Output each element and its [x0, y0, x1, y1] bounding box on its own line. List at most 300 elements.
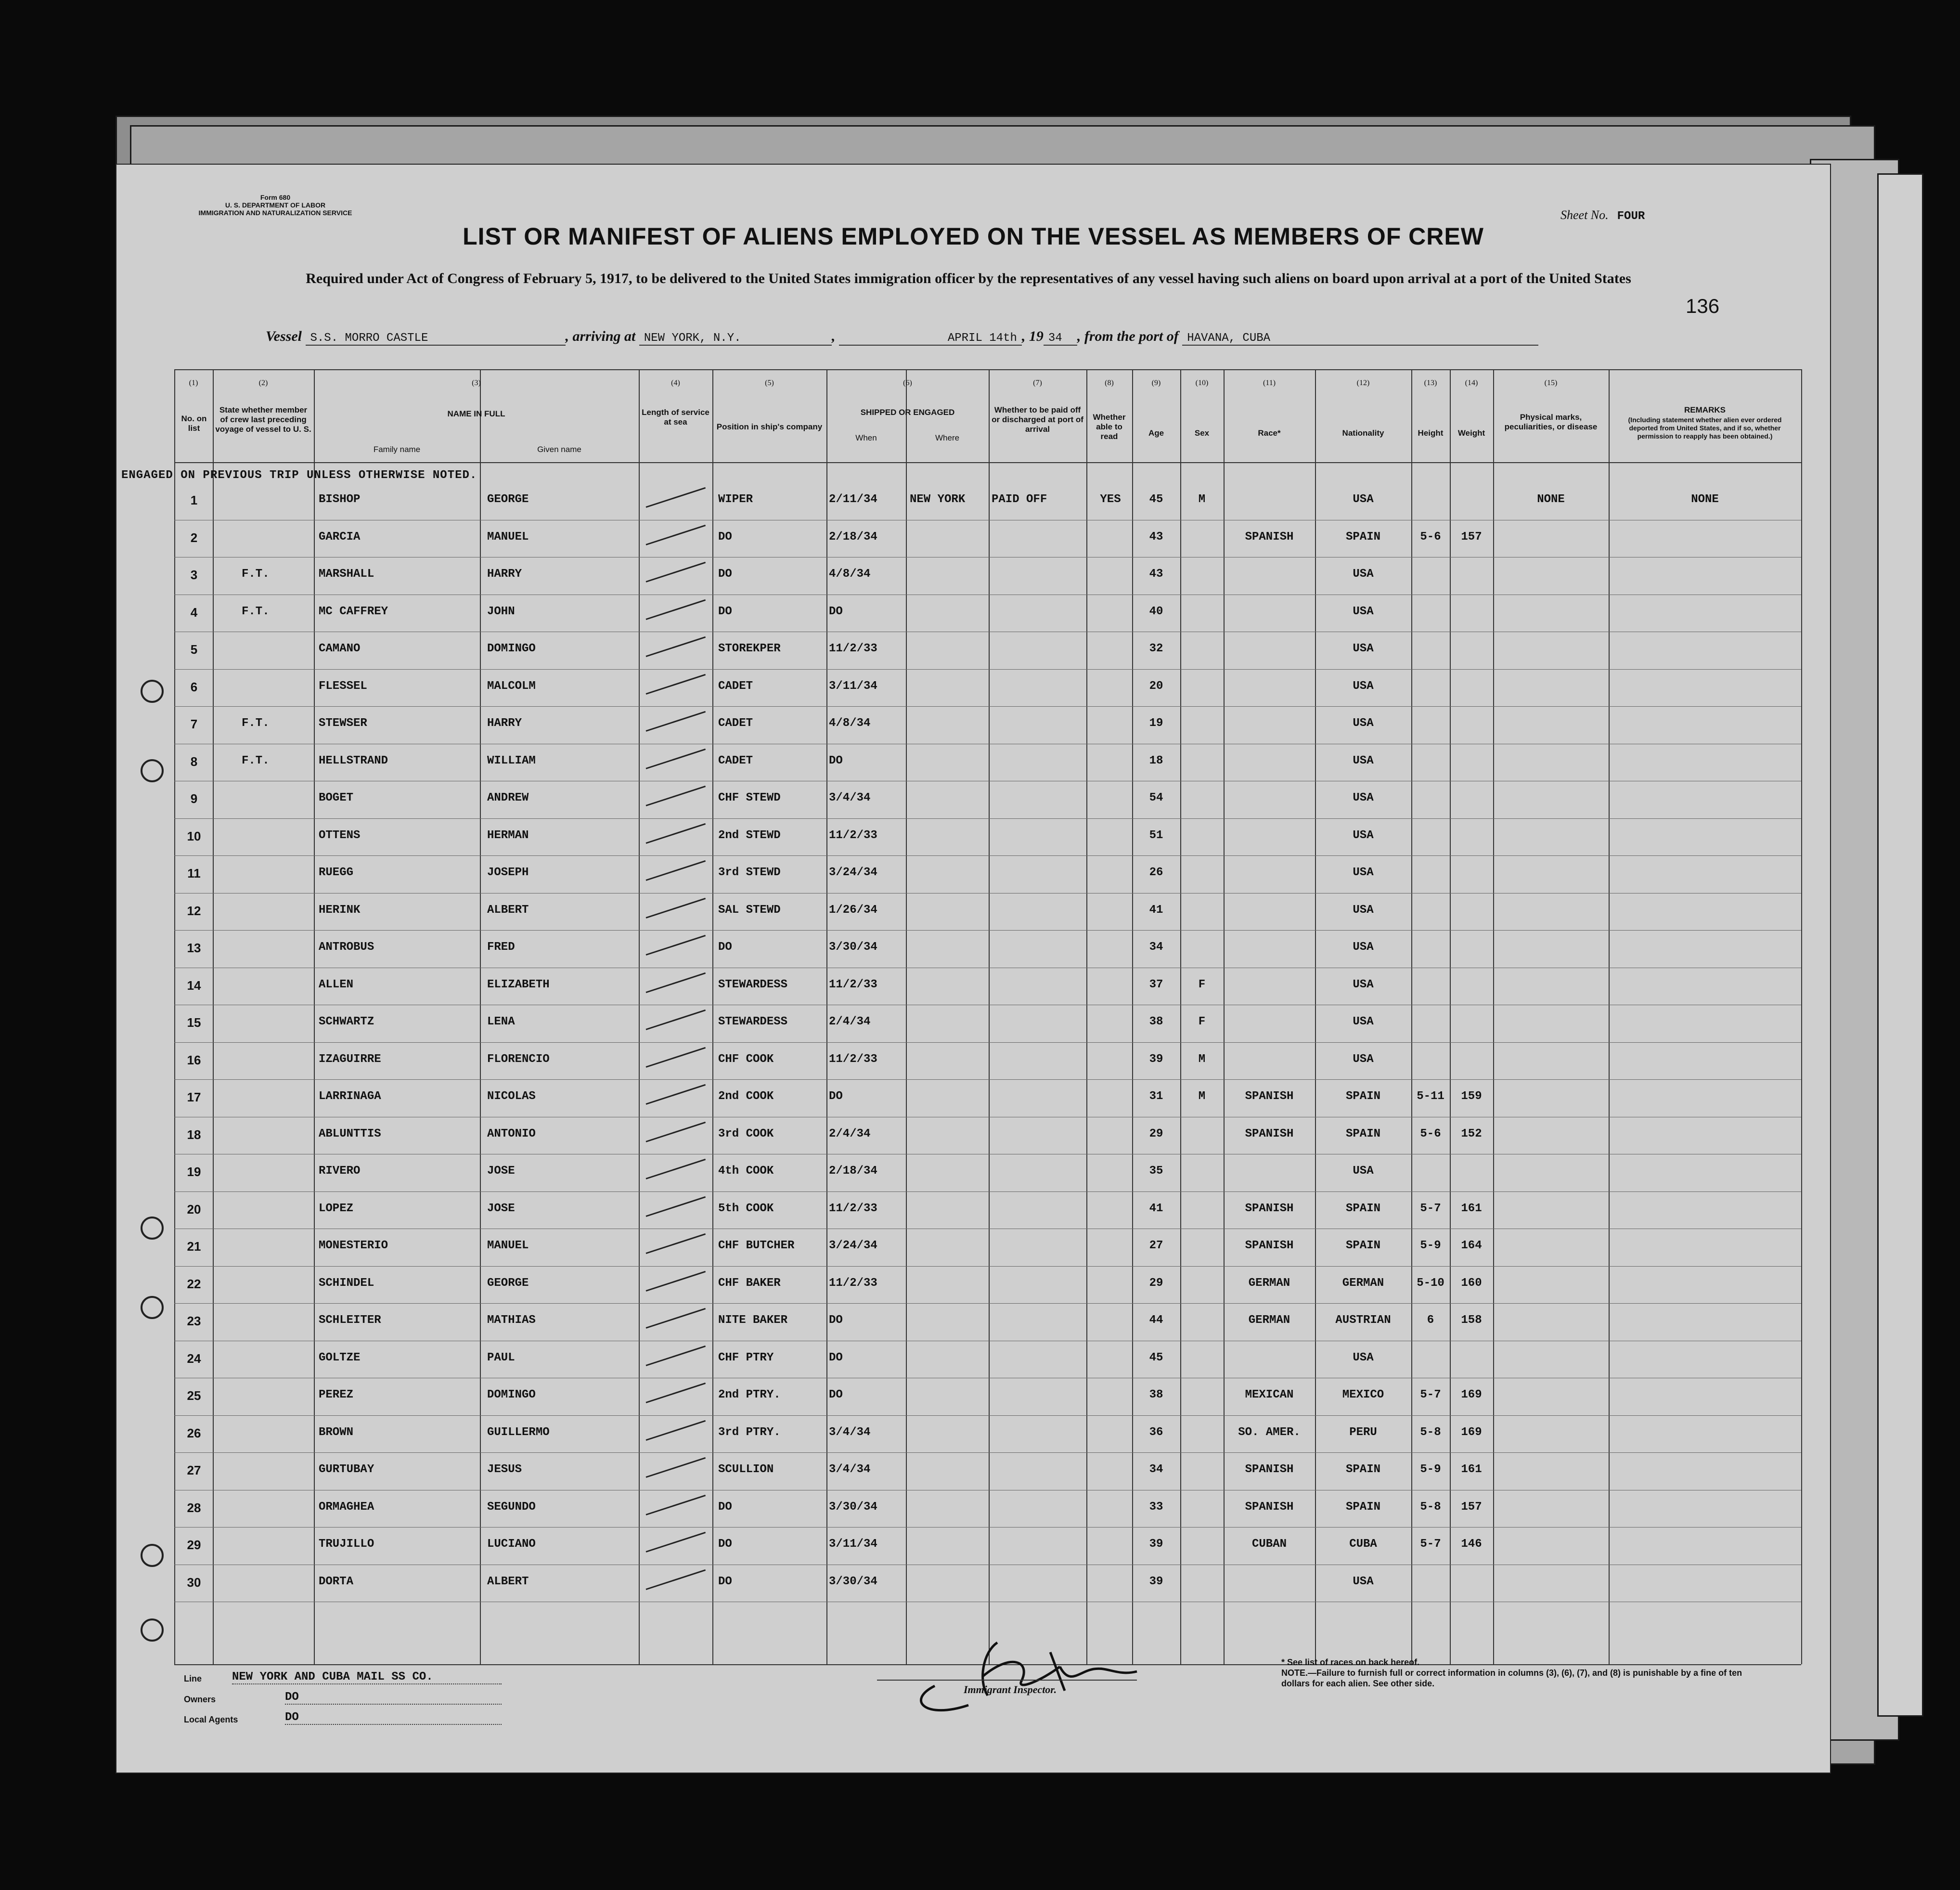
footer-notes: [1281, 1657, 1763, 1689]
nationality-cell: SPAIN: [1345, 1463, 1380, 1476]
service-length-mark: [646, 786, 706, 806]
table-top-rule: [174, 369, 1801, 370]
line-value: NEW YORK AND CUBA MAIL SS CO.: [232, 1670, 502, 1684]
col-number: (11): [1263, 379, 1276, 387]
shipped-when-cell: 2/18/34: [829, 1165, 877, 1178]
family-name-cell: BISHOP: [319, 493, 361, 506]
agents-value: DO: [285, 1711, 502, 1725]
nationality-cell: USA: [1353, 679, 1374, 693]
age-cell: 43: [1149, 530, 1163, 544]
position-cell: WIPER: [718, 493, 753, 506]
height-cell: 5-9: [1420, 1239, 1441, 1252]
position-cell: DO: [718, 1538, 732, 1551]
shipped-when-cell: DO: [829, 1090, 843, 1103]
col-header-no: No. on list: [181, 414, 207, 433]
service-length-mark: [646, 860, 706, 881]
col-header-paid-off: Whether to be paid off or discharged at port of arrival: [992, 405, 1083, 434]
age-cell: 39: [1149, 1538, 1163, 1551]
race-cell: SPANISH: [1245, 1127, 1294, 1140]
age-cell: 27: [1149, 1239, 1163, 1252]
height-cell: 5-8: [1420, 1425, 1441, 1439]
family-name-cell: LARRINAGA: [319, 1090, 381, 1103]
engaged-note: ENGAGED ON PREVIOUS TRIP UNLESS OTHERWISE NOTED.: [121, 469, 477, 482]
arrival-port: NEW YORK, N.Y.: [639, 332, 832, 346]
previous-voyage-cell: F.T.: [242, 568, 270, 581]
punch-hole: [141, 759, 164, 782]
position-cell: DO: [718, 530, 732, 544]
col-header-when: When: [855, 433, 877, 442]
age-cell: 32: [1149, 642, 1163, 655]
col-header-family-name: Family name: [373, 445, 421, 454]
family-name-cell: IZAGUIRRE: [319, 1052, 381, 1066]
col-number: (4): [671, 379, 680, 387]
service-length-mark: [646, 673, 706, 694]
shipped-when-cell: 1/26/34: [829, 903, 877, 917]
row-number: 25: [187, 1388, 201, 1403]
row-rule: [174, 1303, 1801, 1304]
position-cell: CHF BAKER: [718, 1276, 781, 1290]
arriving-label: , arriving at: [565, 328, 636, 344]
position-cell: 2nd STEWD: [718, 828, 781, 842]
col-number: (12): [1356, 379, 1370, 387]
backing-sheet: [1877, 173, 1923, 1717]
given-name-cell: HERMAN: [487, 828, 529, 842]
age-cell: 44: [1149, 1314, 1163, 1327]
shipped-when-cell: 3/4/34: [829, 1425, 871, 1439]
row-number: 28: [187, 1500, 201, 1515]
row-rule: [174, 1191, 1801, 1192]
position-cell: STEWARDESS: [718, 978, 788, 991]
row-rule: [174, 1042, 1801, 1043]
department-name: U. S. DEPARTMENT OF LABOR: [225, 201, 326, 209]
punch-hole: [141, 1544, 164, 1567]
punch-hole: [141, 1296, 164, 1319]
shipped-when-cell: 3/30/34: [829, 941, 877, 954]
shipped-when-cell: 11/2/33: [829, 1202, 877, 1215]
race-cell: SPANISH: [1245, 1090, 1294, 1103]
position-cell: DO: [718, 1500, 732, 1514]
owners-label: Owners: [184, 1695, 216, 1704]
nationality-cell: USA: [1353, 941, 1374, 954]
age-cell: 41: [1149, 903, 1163, 917]
col-header-remarks: REMARKS: [1684, 405, 1726, 414]
nationality-cell: MEXICO: [1342, 1388, 1384, 1401]
paid-off-cell: PAID OFF: [992, 493, 1047, 506]
age-cell: 35: [1149, 1165, 1163, 1178]
shipped-when-cell: DO: [829, 605, 843, 618]
shipped-when-cell: 2/18/34: [829, 530, 877, 544]
col-header-sex: Sex: [1194, 428, 1210, 438]
position-cell: CHF BUTCHER: [718, 1239, 795, 1252]
service-length-mark: [646, 1010, 706, 1030]
nationality-cell: USA: [1353, 1575, 1374, 1588]
form-number: Form 680: [260, 194, 291, 201]
position-cell: 3rd COOK: [718, 1127, 774, 1140]
column-rule: [989, 369, 990, 1664]
given-name-cell: HARRY: [487, 568, 522, 581]
height-cell: 5-7: [1420, 1202, 1441, 1215]
owners-value: DO: [285, 1691, 502, 1705]
age-cell: 33: [1149, 1500, 1163, 1514]
row-number: 4: [190, 605, 198, 620]
given-name-cell: SEGUNDO: [487, 1500, 536, 1514]
family-name-cell: BROWN: [319, 1425, 354, 1439]
row-number: 8: [190, 754, 198, 769]
sheet-number: [1560, 208, 1645, 223]
previous-voyage-cell: F.T.: [242, 754, 270, 767]
position-cell: CADET: [718, 679, 753, 693]
col-header-race: Race*: [1258, 428, 1281, 438]
nationality-cell: USA: [1353, 1351, 1374, 1364]
row-number: 19: [187, 1165, 201, 1179]
shipped-when-cell: 4/8/34: [829, 568, 871, 581]
age-cell: 45: [1149, 493, 1163, 506]
age-cell: 29: [1149, 1127, 1163, 1140]
nationality-cell: USA: [1353, 642, 1374, 655]
weight-cell: 164: [1461, 1239, 1482, 1252]
given-name-cell: ELIZABETH: [487, 978, 550, 991]
race-cell: GERMAN: [1248, 1314, 1290, 1327]
line-label: Line: [184, 1674, 202, 1683]
row-rule: [174, 855, 1801, 856]
table-header-rule: [174, 462, 1801, 463]
service-length-mark: [646, 1159, 706, 1179]
family-name-cell: SCHWARTZ: [319, 1015, 374, 1028]
position-cell: SAL STEWD: [718, 903, 781, 917]
given-name-cell: MALCOLM: [487, 679, 536, 693]
column-rule: [639, 369, 640, 1664]
family-name-cell: GOLTZE: [319, 1351, 361, 1364]
row-number: 15: [187, 1015, 201, 1030]
col-header-physical-marks: Physical marks, peculiarities, or disease: [1504, 413, 1598, 431]
service-length-mark: [646, 748, 706, 769]
sheet-number-label: Sheet No.: [1560, 208, 1609, 222]
col-header-age: Age: [1148, 428, 1164, 438]
col-number: (14): [1465, 379, 1478, 387]
sex-cell: F: [1198, 1015, 1206, 1028]
column-rule: [480, 369, 481, 1664]
service-length-mark: [646, 1494, 706, 1515]
agents-label: Local Agents: [184, 1715, 238, 1724]
given-name-cell: FRED: [487, 941, 515, 954]
race-cell: CUBAN: [1251, 1538, 1287, 1551]
given-name-cell: NICOLAS: [487, 1090, 536, 1103]
row-number: 9: [190, 791, 198, 806]
page-subtitle: Required under Act of Congress of February 5, 1917, to be delivered to the United States immigration officer by the representatives of any vessel having such aliens on board upon arrival at a port of the United States: [306, 271, 1631, 286]
col-number: (8): [1105, 379, 1114, 387]
weight-cell: 158: [1461, 1314, 1482, 1327]
height-cell: 5-8: [1420, 1500, 1441, 1514]
shipped-when-cell: 11/2/33: [829, 978, 877, 991]
shipped-when-cell: 11/2/33: [829, 1276, 877, 1290]
age-cell: 36: [1149, 1425, 1163, 1439]
service-length-mark: [646, 1121, 706, 1142]
height-cell: 5-7: [1420, 1388, 1441, 1401]
col-number: (6): [903, 379, 912, 387]
nationality-cell: SPAIN: [1345, 530, 1380, 544]
shipped-when-cell: 2/4/34: [829, 1127, 871, 1140]
shipped-when-cell: DO: [829, 1388, 843, 1401]
col-number: (13): [1424, 379, 1437, 387]
service-length-mark: [646, 897, 706, 918]
nationality-cell: SPAIN: [1345, 1500, 1380, 1514]
race-cell: SPANISH: [1245, 1202, 1294, 1215]
age-cell: 41: [1149, 1202, 1163, 1215]
row-number: 24: [187, 1351, 201, 1366]
arrival-date: APRIL 14th: [839, 332, 1022, 346]
punch-hole: [141, 1618, 164, 1642]
given-name-cell: JOHN: [487, 605, 515, 618]
family-name-cell: MONESTERIO: [319, 1239, 388, 1252]
given-name-cell: ANDREW: [487, 791, 529, 804]
year-prefix: , 19: [1021, 328, 1044, 344]
age-cell: 39: [1149, 1575, 1163, 1588]
service-length-mark: [646, 1233, 706, 1254]
family-name-cell: ORMAGHEA: [319, 1500, 374, 1514]
column-rule: [906, 369, 907, 1664]
family-name-cell: DORTA: [319, 1575, 354, 1588]
height-cell: 5-11: [1417, 1090, 1444, 1103]
row-rule: [174, 1527, 1801, 1528]
row-rule: [174, 1266, 1801, 1267]
row-rule: [174, 669, 1801, 670]
col-number: (15): [1544, 379, 1558, 387]
column-rule: [213, 369, 214, 1664]
nationality-cell: USA: [1353, 903, 1374, 917]
nationality-cell: CUBA: [1349, 1538, 1377, 1551]
col-header-where: Where: [935, 433, 960, 442]
position-cell: 5th COOK: [718, 1202, 774, 1215]
inspector-signature: [838, 1623, 1224, 1720]
family-name-cell: PEREZ: [319, 1388, 354, 1401]
given-name-cell: WILLIAM: [487, 754, 536, 767]
height-cell: 5-10: [1417, 1276, 1444, 1290]
row-number: 13: [187, 941, 201, 955]
row-number: 14: [187, 978, 201, 993]
given-name-cell: MATHIAS: [487, 1314, 536, 1327]
race-cell: SPANISH: [1245, 530, 1294, 544]
nationality-cell: USA: [1353, 1015, 1374, 1028]
position-cell: CADET: [718, 717, 753, 730]
age-cell: 19: [1149, 717, 1163, 730]
age-cell: 40: [1149, 605, 1163, 618]
given-name-cell: MANUEL: [487, 1239, 529, 1252]
shipped-when-cell: 11/2/33: [829, 828, 877, 842]
height-cell: 5-9: [1420, 1463, 1441, 1476]
row-number: 17: [187, 1090, 201, 1104]
service-name: IMMIGRATION AND NATURALIZATION SERVICE: [198, 209, 352, 217]
given-name-cell: ANTONIO: [487, 1127, 536, 1140]
punch-hole: [141, 1217, 164, 1240]
service-length-mark: [646, 711, 706, 732]
shipped-when-cell: 4/8/34: [829, 717, 871, 730]
height-cell: 5-7: [1420, 1538, 1441, 1551]
page-title: LIST OR MANIFEST OF ALIENS EMPLOYED ON THE VESSEL AS MEMBERS OF CREW: [463, 223, 1484, 250]
position-cell: STOREKPER: [718, 642, 781, 655]
service-length-mark: [646, 1457, 706, 1478]
penalty-note: NOTE.—Failure to furnish full or correct information in columns (3), (6), (7), and (8) is punishable by a fine of ten dollars for each alien. See other side.: [1281, 1668, 1742, 1688]
race-cell: SPANISH: [1245, 1463, 1294, 1476]
form-identifier: [174, 194, 376, 217]
col-header-previous-voyage: State whether member of crew last preceding voyage of vessel to U. S.: [215, 405, 311, 434]
service-length-mark: [646, 823, 706, 843]
col-number: (5): [765, 379, 774, 387]
service-length-mark: [646, 524, 706, 545]
nationality-cell: SPAIN: [1345, 1202, 1380, 1215]
family-name-cell: BOGET: [319, 791, 354, 804]
column-rule: [1609, 369, 1610, 1664]
row-number: 11: [187, 866, 201, 880]
weight-cell: 169: [1461, 1388, 1482, 1401]
col-header-remarks-detail: (Including statement whether alien ever ordered deported from United States, and if so, whether permission to reapply has been obtained.): [1628, 416, 1782, 440]
shipped-when-cell: 11/2/33: [829, 642, 877, 655]
vessel-name: S.S. MORRO CASTLE: [306, 332, 566, 346]
column-rule: [314, 369, 315, 1664]
row-number: 23: [187, 1314, 201, 1328]
given-name-cell: MANUEL: [487, 530, 529, 544]
vessel-line: Vessel S.S. MORRO CASTLE , arriving at NEW YORK, N.Y. , APRIL 14th , 19 34 , from the port of HAVANA, CUBA: [266, 328, 1758, 346]
given-name-cell: JOSE: [487, 1202, 515, 1215]
shipped-when-cell: 3/24/34: [829, 1239, 877, 1252]
service-length-mark: [646, 1383, 706, 1403]
col-header-given-name: Given name: [537, 445, 581, 454]
service-length-mark: [646, 636, 706, 657]
from-label: , from the port of: [1077, 328, 1179, 344]
given-name-cell: GUILLERMO: [487, 1425, 550, 1439]
row-number: 21: [187, 1239, 201, 1254]
given-name-cell: LENA: [487, 1015, 515, 1028]
given-name-cell: JOSE: [487, 1165, 515, 1178]
age-cell: 34: [1149, 1463, 1163, 1476]
position-cell: CHF COOK: [718, 1052, 774, 1066]
row-number: 5: [190, 642, 198, 657]
col-header-nationality: Nationality: [1342, 428, 1384, 438]
family-name-cell: HELLSTRAND: [319, 754, 388, 767]
row-number: 6: [190, 679, 198, 694]
col-header-service-length: Length of service at sea: [642, 408, 709, 427]
service-length-mark: [646, 1569, 706, 1590]
weight-cell: 161: [1461, 1463, 1482, 1476]
weight-cell: 157: [1461, 1500, 1482, 1514]
weight-cell: 169: [1461, 1425, 1482, 1439]
shipped-when-cell: 3/4/34: [829, 791, 871, 804]
sex-cell: M: [1198, 1090, 1206, 1103]
nationality-cell: USA: [1353, 1052, 1374, 1066]
family-name-cell: ANTROBUS: [319, 941, 374, 954]
age-cell: 29: [1149, 1276, 1163, 1290]
col-number: (3): [472, 379, 481, 387]
service-length-mark: [646, 487, 706, 508]
page-number: 136: [1686, 295, 1720, 317]
shipped-when-cell: 3/24/34: [829, 866, 877, 879]
weight-cell: 157: [1461, 530, 1482, 544]
nationality-cell: USA: [1353, 568, 1374, 581]
service-length-mark: [646, 1270, 706, 1291]
nationality-cell: USA: [1353, 1165, 1374, 1178]
punch-hole: [141, 680, 164, 703]
position-cell: NITE BAKER: [718, 1314, 788, 1327]
row-number: 22: [187, 1276, 201, 1291]
service-length-mark: [646, 1047, 706, 1067]
position-cell: CADET: [718, 754, 753, 767]
row-number: 12: [187, 903, 201, 918]
family-name-cell: CAMANO: [319, 642, 361, 655]
row-number: 2: [190, 530, 198, 545]
weight-cell: 161: [1461, 1202, 1482, 1215]
row-number: 7: [190, 717, 198, 731]
nationality-cell: USA: [1353, 717, 1374, 730]
given-name-cell: FLORENCIO: [487, 1052, 550, 1066]
age-cell: 26: [1149, 866, 1163, 879]
col-header-shipped: SHIPPED OR ENGAGED: [860, 408, 955, 417]
family-name-cell: GARCIA: [319, 530, 361, 544]
family-name-cell: ABLUNTTIS: [319, 1127, 381, 1140]
col-number: (1): [189, 379, 198, 387]
race-cell: SO. AMER.: [1238, 1425, 1301, 1439]
manifest-sheet: [116, 164, 1831, 1773]
row-rule: [174, 706, 1801, 707]
given-name-cell: ALBERT: [487, 903, 529, 917]
given-name-cell: LUCIANO: [487, 1538, 536, 1551]
row-number: 1: [190, 493, 198, 507]
age-cell: 38: [1149, 1388, 1163, 1401]
position-cell: CHF STEWD: [718, 791, 781, 804]
row-number: 26: [187, 1425, 201, 1440]
given-name-cell: GEORGE: [487, 493, 529, 506]
nationality-cell: USA: [1353, 493, 1374, 506]
position-cell: SCULLION: [718, 1463, 774, 1476]
race-cell: GERMAN: [1248, 1276, 1290, 1290]
race-cell: SPANISH: [1245, 1500, 1294, 1514]
shipped-when-cell: DO: [829, 1314, 843, 1327]
col-header-position: Position in ship's company: [716, 422, 823, 431]
service-length-mark: [646, 972, 706, 993]
arrival-year: 34: [1044, 332, 1077, 346]
row-rule: [174, 1415, 1801, 1416]
shipped-when-cell: 2/4/34: [829, 1015, 871, 1028]
given-name-cell: DOMINGO: [487, 642, 536, 655]
column-rule: [712, 369, 713, 1664]
given-name-cell: GEORGE: [487, 1276, 529, 1290]
shipped-when-cell: 3/11/34: [829, 679, 877, 693]
remarks-cell: NONE: [1691, 493, 1719, 506]
previous-voyage-cell: F.T.: [242, 717, 270, 730]
nationality-cell: SPAIN: [1345, 1127, 1380, 1140]
shipped-when-cell: 11/2/33: [829, 1052, 877, 1066]
position-cell: 3rd STEWD: [718, 866, 781, 879]
given-name-cell: JESUS: [487, 1463, 522, 1476]
age-cell: 51: [1149, 828, 1163, 842]
position-cell: DO: [718, 605, 732, 618]
age-cell: 20: [1149, 679, 1163, 693]
position-cell: 2nd PTRY.: [718, 1388, 781, 1401]
family-name-cell: GURTUBAY: [319, 1463, 374, 1476]
service-length-mark: [646, 1308, 706, 1329]
column-rule: [1086, 369, 1087, 1664]
shipped-when-cell: DO: [829, 754, 843, 767]
family-name-cell: TRUJILLO: [319, 1538, 374, 1551]
row-number: 27: [187, 1463, 201, 1477]
nationality-cell: USA: [1353, 978, 1374, 991]
col-header-weight: Weight: [1457, 428, 1485, 438]
race-cell: SPANISH: [1245, 1239, 1294, 1252]
age-cell: 31: [1149, 1090, 1163, 1103]
given-name-cell: JOSEPH: [487, 866, 529, 879]
family-name-cell: OTTENS: [319, 828, 361, 842]
row-number: 3: [190, 568, 198, 582]
family-name-cell: ALLEN: [319, 978, 354, 991]
nationality-cell: SPAIN: [1345, 1090, 1380, 1103]
